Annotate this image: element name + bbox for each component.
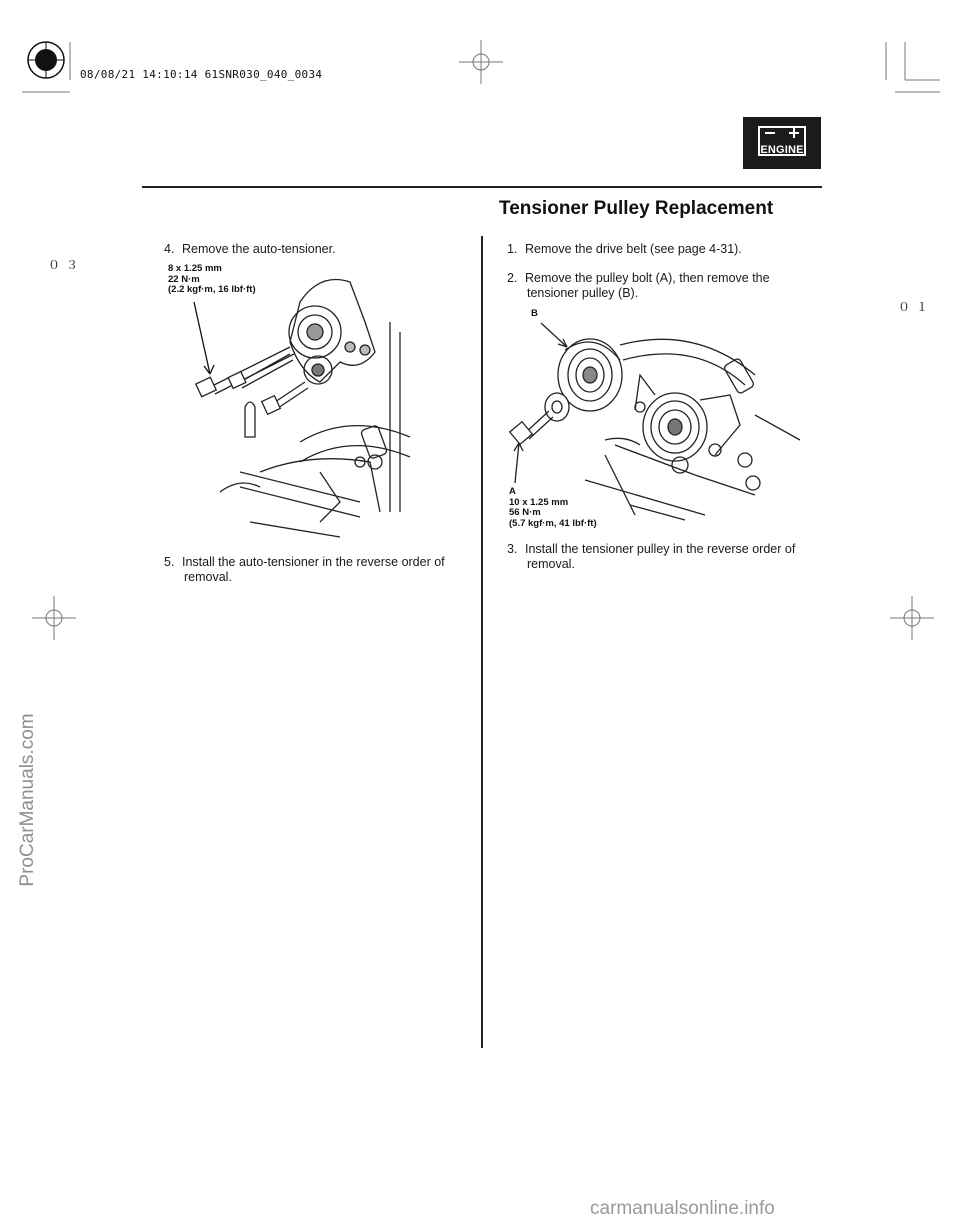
step-text: Install the auto-tensioner in the reverse order of — [182, 555, 445, 569]
header-rule — [142, 186, 822, 188]
step-number: 1. — [507, 242, 518, 256]
step-text-continued: removal. — [527, 557, 575, 571]
crosshair-icon — [890, 596, 934, 640]
margin-code-left: ０３ — [48, 258, 85, 272]
badge-label: ENGINE — [760, 144, 804, 156]
bottom-watermark: carmanualsonline.info — [590, 1198, 775, 1219]
step-text-continued: tensioner pulley (B). — [527, 286, 639, 300]
callout-letter: A — [509, 486, 516, 497]
battery-icon — [743, 117, 821, 169]
callout-b: B — [531, 308, 538, 319]
column-divider — [481, 236, 483, 1048]
page-title: Tensioner Pulley Replacement — [499, 198, 774, 219]
side-watermark — [13, 600, 43, 1000]
side-watermark-text: ProCarManuals.com — [17, 713, 38, 887]
callout-line: (5.7 kgf·m, 41 lbf·ft) — [509, 517, 597, 529]
callout-line: 8 x 1.25 mm — [168, 263, 222, 274]
print-stamp: 08/08/21 14:10:14 61SNR030_040_0034 — [80, 68, 323, 81]
tensioner-pulley-illustration — [505, 315, 805, 525]
registration-target-icon — [28, 42, 64, 78]
step-number: 3. — [507, 542, 518, 556]
step-number: 5. — [164, 555, 175, 569]
step-5 — [164, 555, 464, 585]
callout-line: (2.2 kgf·m, 16 lbf·ft) — [168, 284, 256, 295]
callout-line: 10 x 1.25 mm — [509, 496, 569, 508]
step-3 — [507, 542, 827, 572]
step-text: Remove the drive belt (see page 4-31). — [525, 242, 742, 256]
step-number: 4. — [164, 242, 175, 256]
step-4 — [164, 242, 464, 257]
auto-tensioner-illustration — [160, 262, 460, 542]
step-2 — [507, 271, 827, 301]
step-number: 2. — [507, 271, 518, 285]
step-1 — [507, 242, 827, 257]
step-text: Install the tensioner pulley in the reverse order of — [525, 542, 796, 556]
callout-line: 22 N·m — [168, 273, 200, 285]
crosshair-icon — [459, 40, 503, 84]
callout-line: 56 N·m — [509, 507, 541, 518]
step-text: Remove the pulley bolt (A), then remove the — [525, 271, 770, 285]
engine-section-badge — [743, 117, 821, 169]
margin-code-right: ０１ — [898, 300, 935, 314]
step-text-continued: removal. — [184, 570, 232, 584]
step-text: Remove the auto-tensioner. — [182, 242, 336, 256]
